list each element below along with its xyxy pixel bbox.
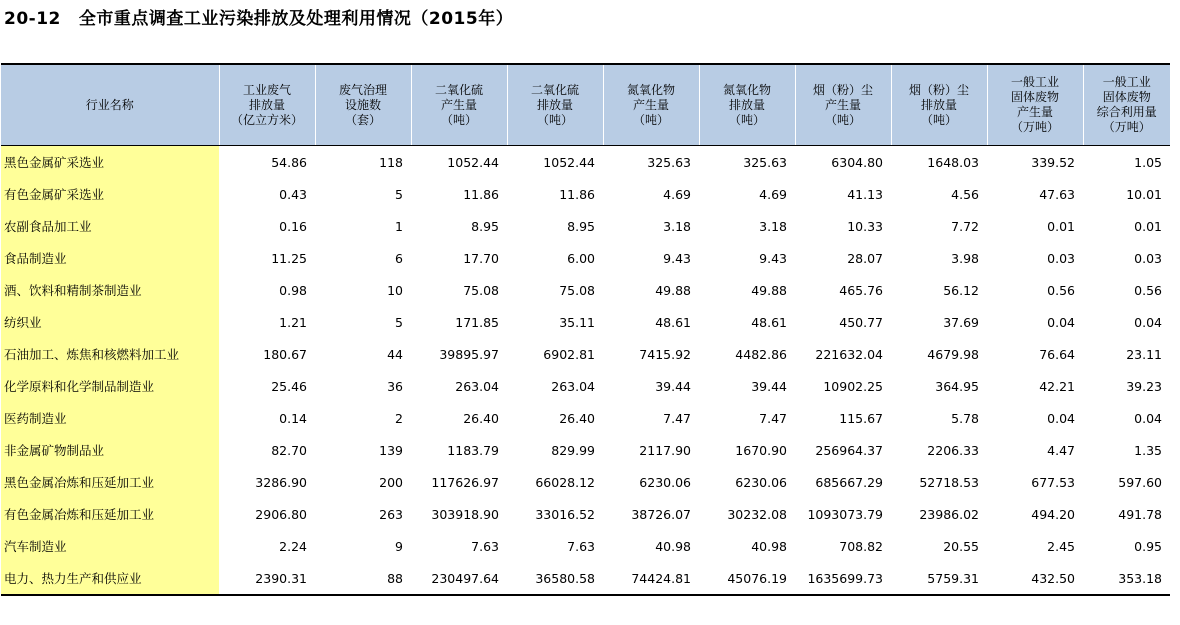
value-cell: 45076.19 <box>699 562 795 595</box>
column-header <box>795 64 891 146</box>
value-cell: 1052.44 <box>543 154 595 170</box>
value-cell: 1.21 <box>279 314 307 330</box>
column-header-line: 固体废物 <box>1102 90 1151 104</box>
table-title: 全市重点调查工业污染排放及处理利用情况（2015年） <box>78 9 514 29</box>
column-header-line: 氮氧化物 <box>722 82 771 97</box>
value-cell: 263.04 <box>551 378 595 394</box>
value-cell: 2.45 <box>1047 538 1075 554</box>
industry-name-cell: 黑色金属冶炼和压延加工业 <box>1 466 219 498</box>
value-cell: 33016.52 <box>535 506 595 522</box>
column-header-line: 排放量 <box>920 97 957 112</box>
column-header-line: （万吨） <box>1102 120 1151 134</box>
value-cell: 0.56 <box>1047 282 1075 298</box>
value-cell: 40.98 <box>751 538 787 554</box>
value-cell: 20.55 <box>943 538 979 554</box>
industry-name-cell: 非金属矿物制品业 <box>1 434 219 466</box>
value-cell: 0.01 <box>1047 218 1075 234</box>
value-cell: 0.56 <box>1134 282 1162 298</box>
value-cell: 339.52 <box>1031 154 1075 170</box>
value-cell: 36 <box>387 378 403 394</box>
column-header-line: （吨） <box>920 112 957 127</box>
value-cell: 325.63 <box>743 154 787 170</box>
table-row <box>1 562 1170 595</box>
table-number: 20-12 <box>4 9 61 29</box>
column-header-line: 综合利用量 <box>1096 105 1157 119</box>
column-header-line: 排放量 <box>248 97 285 112</box>
value-cell: 465.76 <box>839 282 883 298</box>
column-header-line: 废气治理 <box>338 82 387 97</box>
value-cell: 10 <box>387 282 403 298</box>
value-cell: 115.67 <box>839 410 883 426</box>
value-cell: 4482.86 <box>735 346 787 362</box>
value-cell: 6230.06 <box>735 474 787 490</box>
value-cell: 3.18 <box>759 218 787 234</box>
table-row <box>1 466 1170 498</box>
value-cell: 82.70 <box>271 442 307 458</box>
value-cell: 7415.92 <box>639 346 691 362</box>
column-header-line: 烟（粉）尘 <box>908 82 969 97</box>
table-row <box>1 402 1170 434</box>
value-cell: 1183.79 <box>447 442 499 458</box>
industry-name-cell: 有色金属冶炼和压延加工业 <box>1 498 219 530</box>
column-header-line: 设施数 <box>344 97 381 112</box>
column-header-line: 产生量 <box>1016 105 1053 119</box>
value-cell: 42.21 <box>1039 378 1075 394</box>
value-cell: 5 <box>395 314 403 330</box>
value-cell: 221632.04 <box>815 346 883 362</box>
value-cell: 353.18 <box>1083 562 1170 595</box>
value-cell: 88 <box>315 562 411 595</box>
table-row <box>1 210 1170 242</box>
value-cell: 11.25 <box>271 250 307 266</box>
value-cell: 1 <box>395 218 403 234</box>
column-header <box>1 64 219 146</box>
column-header-line: 一般工业 <box>1010 75 1059 89</box>
value-cell: 118 <box>379 154 403 170</box>
industry-name-cell: 石油加工、炼焦和核燃料加工业 <box>1 338 219 370</box>
value-cell: 1052.44 <box>447 154 499 170</box>
column-header-line: 产生量 <box>824 97 861 112</box>
value-cell: 10902.25 <box>823 378 883 394</box>
value-cell: 5.78 <box>951 410 979 426</box>
value-cell: 0.03 <box>1134 250 1162 266</box>
value-cell: 2906.80 <box>255 506 307 522</box>
value-cell: 2.24 <box>279 538 307 554</box>
industry-name-cell: 化学原料和化学制品制造业 <box>1 370 219 402</box>
value-cell: 0.14 <box>279 410 307 426</box>
value-cell: 2 <box>395 410 403 426</box>
column-header-line: 产生量 <box>440 97 477 112</box>
value-cell: 52718.53 <box>919 474 979 490</box>
value-cell: 0.98 <box>279 282 307 298</box>
value-cell: 11.86 <box>559 186 595 202</box>
column-header <box>699 64 795 146</box>
value-cell: 76.64 <box>1039 346 1075 362</box>
value-cell: 230497.64 <box>411 562 507 595</box>
industry-name-cell: 农副食品加工业 <box>1 210 219 242</box>
value-cell: 23.11 <box>1126 346 1162 362</box>
industry-name-cell: 食品制造业 <box>1 242 219 274</box>
value-cell: 40.98 <box>655 538 691 554</box>
table-row <box>1 146 1170 179</box>
value-cell: 48.61 <box>751 314 787 330</box>
value-cell: 48.61 <box>655 314 691 330</box>
value-cell: 4.56 <box>951 186 979 202</box>
column-header <box>891 64 987 146</box>
column-header-line: （吨） <box>824 112 861 127</box>
value-cell: 39895.97 <box>439 346 499 362</box>
value-cell: 4.69 <box>759 186 787 202</box>
value-cell: 7.47 <box>663 410 691 426</box>
value-cell: 0.01 <box>1134 218 1162 234</box>
value-cell: 256964.37 <box>815 442 883 458</box>
value-cell: 1648.03 <box>927 154 979 170</box>
value-cell: 263.04 <box>455 378 499 394</box>
value-cell: 56.12 <box>943 282 979 298</box>
value-cell: 0.16 <box>279 218 307 234</box>
column-header <box>507 64 603 146</box>
value-cell: 325.63 <box>647 154 691 170</box>
value-cell: 3.98 <box>951 250 979 266</box>
table-row <box>1 498 1170 530</box>
value-cell: 0.04 <box>1047 314 1075 330</box>
column-header-line: 行业名称 <box>85 97 134 112</box>
value-cell: 0.95 <box>1134 538 1162 554</box>
value-cell: 303918.90 <box>431 506 499 522</box>
value-cell: 74424.81 <box>603 562 699 595</box>
value-cell: 364.95 <box>935 378 979 394</box>
value-cell: 1635699.73 <box>795 562 891 595</box>
value-cell: 26.40 <box>463 410 499 426</box>
value-cell: 4.47 <box>1047 442 1075 458</box>
column-header-line: 二氧化硫 <box>530 82 579 97</box>
value-cell: 0.04 <box>1134 314 1162 330</box>
value-cell: 6230.06 <box>639 474 691 490</box>
value-cell: 708.82 <box>839 538 883 554</box>
column-header <box>411 64 507 146</box>
column-header-line: （吨） <box>728 112 765 127</box>
column-header-line: 工业废气 <box>242 82 291 97</box>
column-header <box>603 64 699 146</box>
value-cell: 1.35 <box>1134 442 1162 458</box>
industry-name-cell: 黑色金属矿采选业 <box>1 146 219 179</box>
value-cell: 9.43 <box>663 250 691 266</box>
value-cell: 2390.31 <box>219 562 315 595</box>
value-cell: 829.99 <box>551 442 595 458</box>
value-cell: 75.08 <box>559 282 595 298</box>
value-cell: 44 <box>387 346 403 362</box>
value-cell: 3.18 <box>663 218 691 234</box>
value-cell: 7.63 <box>471 538 499 554</box>
value-cell: 171.85 <box>455 314 499 330</box>
industry-name-cell: 电力、热力生产和供应业 <box>1 562 219 595</box>
column-header-line: 排放量 <box>536 97 573 112</box>
value-cell: 26.40 <box>559 410 595 426</box>
value-cell: 66028.12 <box>535 474 595 490</box>
column-header-line: 一般工业 <box>1102 75 1151 89</box>
column-header-line: 氮氧化物 <box>626 82 675 97</box>
value-cell: 263 <box>379 506 403 522</box>
value-cell: 117626.97 <box>431 474 499 490</box>
value-cell: 49.88 <box>751 282 787 298</box>
industry-name-cell: 纺织业 <box>1 306 219 338</box>
value-cell: 4679.98 <box>927 346 979 362</box>
column-header <box>315 64 411 146</box>
table-row <box>1 530 1170 562</box>
table-row <box>1 242 1170 274</box>
value-cell: 38726.07 <box>631 506 691 522</box>
column-header-line: 二氧化硫 <box>434 82 483 97</box>
value-cell: 54.86 <box>271 154 307 170</box>
table-row <box>1 306 1170 338</box>
column-header-line: （吨） <box>632 112 669 127</box>
value-cell: 1670.90 <box>735 442 787 458</box>
table-row <box>1 338 1170 370</box>
value-cell: 5759.31 <box>891 562 987 595</box>
value-cell: 2117.90 <box>639 442 691 458</box>
value-cell: 677.53 <box>1031 474 1075 490</box>
value-cell: 17.70 <box>463 250 499 266</box>
column-header <box>1083 64 1170 146</box>
value-cell: 494.20 <box>1031 506 1075 522</box>
column-header <box>987 64 1083 146</box>
value-cell: 6.00 <box>567 250 595 266</box>
value-cell: 37.69 <box>943 314 979 330</box>
value-cell: 3286.90 <box>255 474 307 490</box>
value-cell: 11.86 <box>463 186 499 202</box>
value-cell: 6 <box>395 250 403 266</box>
value-cell: 39.23 <box>1126 378 1162 394</box>
value-cell: 0.43 <box>279 186 307 202</box>
value-cell: 9.43 <box>759 250 787 266</box>
column-header-line: （吨） <box>536 112 573 127</box>
value-cell: 685667.29 <box>815 474 883 490</box>
value-cell: 6902.81 <box>543 346 595 362</box>
value-cell: 39.44 <box>655 378 691 394</box>
value-cell: 23986.02 <box>919 506 979 522</box>
column-header-line: 产生量 <box>632 97 669 112</box>
table-row <box>1 274 1170 306</box>
value-cell: 10.33 <box>847 218 883 234</box>
value-cell: 49.88 <box>655 282 691 298</box>
value-cell: 0.03 <box>1047 250 1075 266</box>
value-cell: 432.50 <box>987 562 1083 595</box>
value-cell: 450.77 <box>839 314 883 330</box>
column-header-line: （亿立方米） <box>230 112 303 127</box>
value-cell: 1093073.79 <box>807 506 883 522</box>
value-cell: 597.60 <box>1118 474 1162 490</box>
column-header-line: 排放量 <box>728 97 765 112</box>
value-cell: 8.95 <box>567 218 595 234</box>
value-cell: 139 <box>379 442 403 458</box>
value-cell: 0.04 <box>1134 410 1162 426</box>
value-cell: 200 <box>379 474 403 490</box>
industry-name-cell: 酒、饮料和精制茶制造业 <box>1 274 219 306</box>
value-cell: 39.44 <box>751 378 787 394</box>
table-row <box>1 370 1170 402</box>
value-cell: 7.72 <box>951 218 979 234</box>
value-cell: 25.46 <box>271 378 307 394</box>
industry-name-cell: 有色金属矿采选业 <box>1 178 219 210</box>
table-row <box>1 178 1170 210</box>
value-cell: 75.08 <box>463 282 499 298</box>
value-cell: 28.07 <box>847 250 883 266</box>
column-header-line: （万吨） <box>1010 120 1059 134</box>
value-cell: 30232.08 <box>727 506 787 522</box>
column-header-line: （吨） <box>440 112 477 127</box>
value-cell: 7.63 <box>567 538 595 554</box>
value-cell: 47.63 <box>1039 186 1075 202</box>
value-cell: 6304.80 <box>831 154 883 170</box>
value-cell: 8.95 <box>471 218 499 234</box>
value-cell: 7.47 <box>759 410 787 426</box>
value-cell: 9 <box>395 538 403 554</box>
column-header-line: （套） <box>344 112 381 127</box>
column-header-line: 烟（粉）尘 <box>812 82 873 97</box>
table-body <box>1 146 1170 596</box>
value-cell: 4.69 <box>663 186 691 202</box>
value-cell: 5 <box>395 186 403 202</box>
column-header <box>219 64 315 146</box>
pollution-table <box>1 63 1170 596</box>
page-title <box>4 6 513 32</box>
header-row <box>1 64 1170 146</box>
value-cell: 10.01 <box>1126 186 1162 202</box>
column-header-line: 固体废物 <box>1010 90 1059 104</box>
value-cell: 1.05 <box>1134 154 1162 170</box>
value-cell: 2206.33 <box>927 442 979 458</box>
value-cell: 491.78 <box>1118 506 1162 522</box>
industry-name-cell: 医药制造业 <box>1 402 219 434</box>
table-row <box>1 434 1170 466</box>
value-cell: 180.67 <box>263 346 307 362</box>
industry-name-cell: 汽车制造业 <box>1 530 219 562</box>
value-cell: 35.11 <box>559 314 595 330</box>
value-cell: 0.04 <box>1047 410 1075 426</box>
value-cell: 41.13 <box>847 186 883 202</box>
value-cell: 36580.58 <box>507 562 603 595</box>
